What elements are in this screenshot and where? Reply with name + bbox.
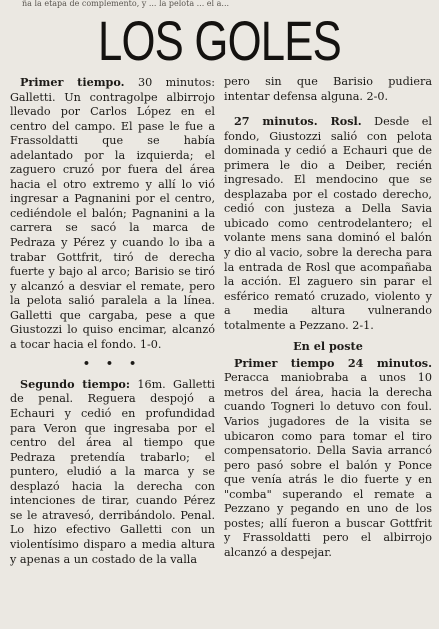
- article-headline: LOS GOLES: [97, 9, 342, 72]
- subheading: En el poste: [293, 339, 363, 354]
- post-lead: Primer tiempo 24 minutos.: [234, 355, 432, 370]
- rosl-goal-lead: 27 minutos. Rosl.: [234, 114, 362, 129]
- section-separator: • • •: [82, 356, 143, 371]
- rosl-goal-paragraph: [224, 114, 432, 333]
- left-column: [10, 75, 215, 567]
- rosl-goal-body: Desde el fondo, Giustozzi salió con pelota dominada y cedió a Echauri que de primera le dio a Deiber, recién ingresado. El mendocino que se desplazaba por el costado derecho, cedió con justeza a Della Savia ubicado como centrodelantero; el volante mens sana dominó el balón y dio al vacio, sobre la derecha para la entrada de Rosl que acompañaba la acción. El zaguero sin parar el esférico remató cruzado, violento y a media altura vulnerando totalmente a Pezzano. 2-1.: [224, 115, 432, 332]
- continuation-paragraph: pero sin que Barisio pudiera intentar defensa alguna. 2-0.: [224, 75, 432, 103]
- second-half-paragraph: [10, 377, 215, 567]
- post-body: Peracca maniobraba a unos 10 metros del área, hacia la derecha cuando Togneri lo detuvo con foul. Varios jugadores de la visita se ubicaron como para tomar el tiro compensatorio. Della Savia arrancó pero pasó sobre el balón y Ponce que venía atrás le dio fuerte y en "comba" superando el remate a Pezzano y pegando en uno de los postes; allí fueron a buscar Gottfrit y Frassoldatti pero el albirrojo alcanzó a despejar.: [224, 371, 432, 559]
- spacer: [224, 104, 432, 114]
- right-column: [224, 75, 432, 561]
- first-half-body: 30 minutos: Galletti. Un contragolpe albirrojo llevado por Carlos López en el centro del campo. El pase le fue a Frassoldatti que se había adelantado por la izquierda; el zaguero cruzó por fuera del área hacia el otro extremo y allí lo vió ingresar a Pagnanini por el centro, cediéndole el balón; Pagnanini a la carrera se sacó la marca de Pedraza y Pérez y cuando lo iba a trabar Gottfrit, tiró de derecha fuerte y bajo al arco; Barisio se tiró y alcanzó a desviar el remate, pero la pelota salió paralela a la línea. Galletti que cargaba, pese a que Giustozzi lo quiso encimar, alcanzó a tocar hacia el fondo. 1-0.: [10, 76, 215, 351]
- second-half-lead: Segundo tiempo:: [20, 376, 131, 391]
- cut-off-top-line: ña la etapa de complemento, y ... la pelota ... el a...: [22, 0, 230, 8]
- first-half-paragraph: [10, 75, 215, 352]
- post-paragraph: [224, 356, 432, 561]
- first-half-lead: Primer tiempo.: [20, 75, 125, 89]
- second-half-body: 16m. Galletti de penal. Reguera despojó a Echauri y cedió en profundidad para Veron que ingresaba por el centro del área al tiempo que Pedraza pretendía trabarlo; el puntero, eludió a la marca y se desplazó hacia la derecha con intenciones de tirar, cuando Pérez se le atravesó, derribándolo. Penal. Lo hizo efectivo Galletti con un violentísimo disparo a media altura y apenas a un costado de la valla: [10, 377, 215, 566]
